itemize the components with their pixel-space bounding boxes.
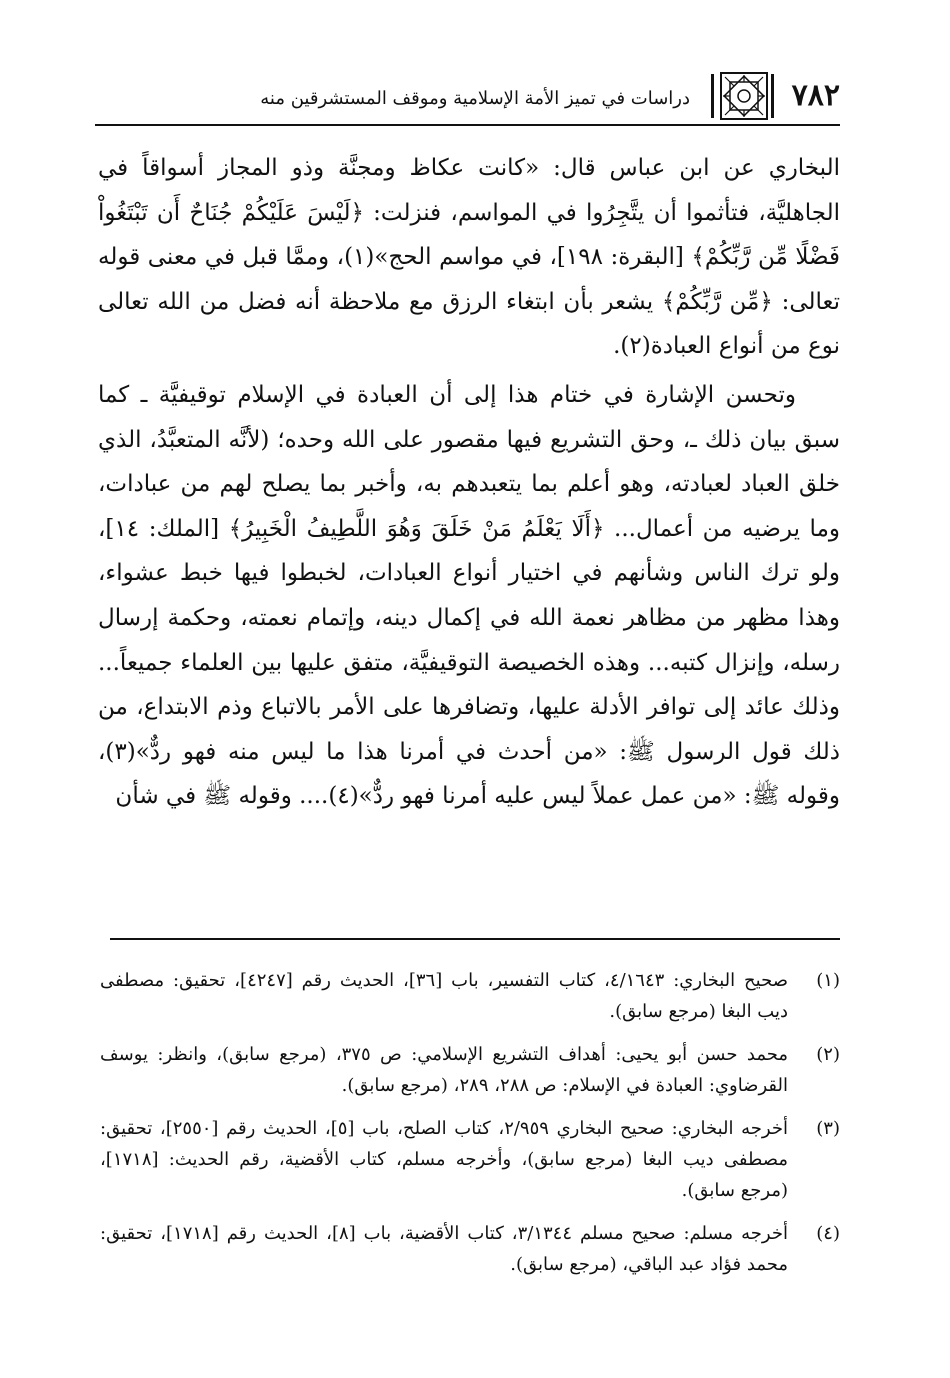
- footnote-text: أخرجه البخاري: صحيح البخاري ٢/٩٥٩، كتاب الصلح، باب [٥]، الحديث رقم [٢٥٥٠]، تحقيق: مصطفى ديب البغا (مرجع سابق)، وأخرجه مسلم، كتاب الأقضية، رقم الحديث: [١٧١٨]، (مرجع سابق).: [100, 1118, 788, 1201]
- footnote-number: (١): [816, 970, 840, 991]
- running-title: دراسات في تميز الأمة الإسلامية وموقف المستشرقين منه: [260, 88, 690, 109]
- page-header: [95, 72, 840, 126]
- footnote-number: (٢): [816, 1044, 840, 1065]
- footnote-number: (٤): [816, 1223, 840, 1244]
- paragraph: وتحسن الإشارة في ختام هذا إلى أن العبادة في الإسلام توقيفيَّة ـ كما سبق بيان ذلك ـ، وحق التشريع فيها مقصور على الله وحده؛ (لأنَّه المتعبَّدُ، الذي خلق العباد لعبادته، وهو أعلم بما يتعبدهم به، وأخبر بما يصلح لهم من عبادات، وما يرضيه من أعمال... ﴿أَلَا يَعْلَمُ مَنْ خَلَقَ وَهُوَ اللَّطِيفُ الْخَبِيرُ﴾ [الملك: ١٤]، ولو ترك الناس وشأنهم في اختيار أنواع العبادات، لخبطوا فيها خبط عشواء، وهذا مظهر من مظاهر نعمة الله في إكمال دينه، وإتمام نعمته، وحكمة إرسال رسله، وإنزال كتبه... وهذه الخصيصة التوقيفيَّة، متفق عليها بين العلماء جميعاً... وذلك عائد إلى توافر الأدلة عليها، وتضافرها على الأمر بالاتباع وذم الابتداع، من ذلك قول الرسول ﷺ: «من أحدث في أمرنا هذا ما ليس منه فهو ردٌّ»(٣)، وقوله ﷺ: «من عمل عملاً ليس عليه أمرنا فهو ردٌّ»(٤).... وقوله ﷺ في شأن: [98, 381, 840, 810]
- header-divider: [711, 74, 714, 118]
- footnote: [100, 1039, 840, 1101]
- footnote-text: أخرجه مسلم: صحيح مسلم ٣/١٣٤٤، كتاب الأقضية، باب [٨]، الحديث رقم [١٧١٨]، تحقيق: محمد فؤاد عبد الباقي، (مرجع سابق).: [100, 1223, 788, 1275]
- footnote: [100, 965, 840, 1027]
- footnote: [100, 1113, 840, 1206]
- footnote-separator: [110, 938, 840, 940]
- footnote-text: صحيح البخاري: ٤/١٦٤٣، كتاب التفسير، باب [٣٦]، الحديث رقم [٤٢٤٧]، تحقيق: مصطفى ديب البغا (مرجع سابق).: [100, 970, 788, 1022]
- footnotes: [100, 965, 840, 1292]
- header-divider: [771, 74, 774, 118]
- main-text: [98, 146, 840, 819]
- footnote-number: (٣): [816, 1118, 840, 1139]
- footnote-text: محمد حسن أبو يحيى: أهداف التشريع الإسلامي: ص ٣٧٥، (مرجع سابق)، وانظر: يوسف القرضاوي: العبادة في الإسلام: ص ٢٨٨، ٢٨٩، (مرجع سابق).: [100, 1044, 788, 1096]
- geometric-star-ornament-icon: [720, 72, 768, 120]
- paragraph: البخاري عن ابن عباس قال: «كانت عكاظ ومجنَّة وذو المجاز أسواقاً في الجاهليَّة، فتأثموا أن يتَّجِرُوا في المواسم، فنزلت: ﴿لَيْسَ عَلَيْكُمْ جُنَاحٌ أَن تَبْتَغُواْ فَضْلًا مِّن رَّبِّكُمْ﴾ [البقرة: ١٩٨]، في مواسم الحج»(١)، وممَّا قبل في معنى قوله تعالى: ﴿مِّن رَّبِّكُمْ﴾ يشعر بأن ابتغاء الرزق مع ملاحظة أنه فضل من الله تعالى نوع من أنواع العبادة(٢).: [98, 155, 840, 360]
- page-number: ٧٨٢: [791, 78, 840, 113]
- footnote: [100, 1218, 840, 1280]
